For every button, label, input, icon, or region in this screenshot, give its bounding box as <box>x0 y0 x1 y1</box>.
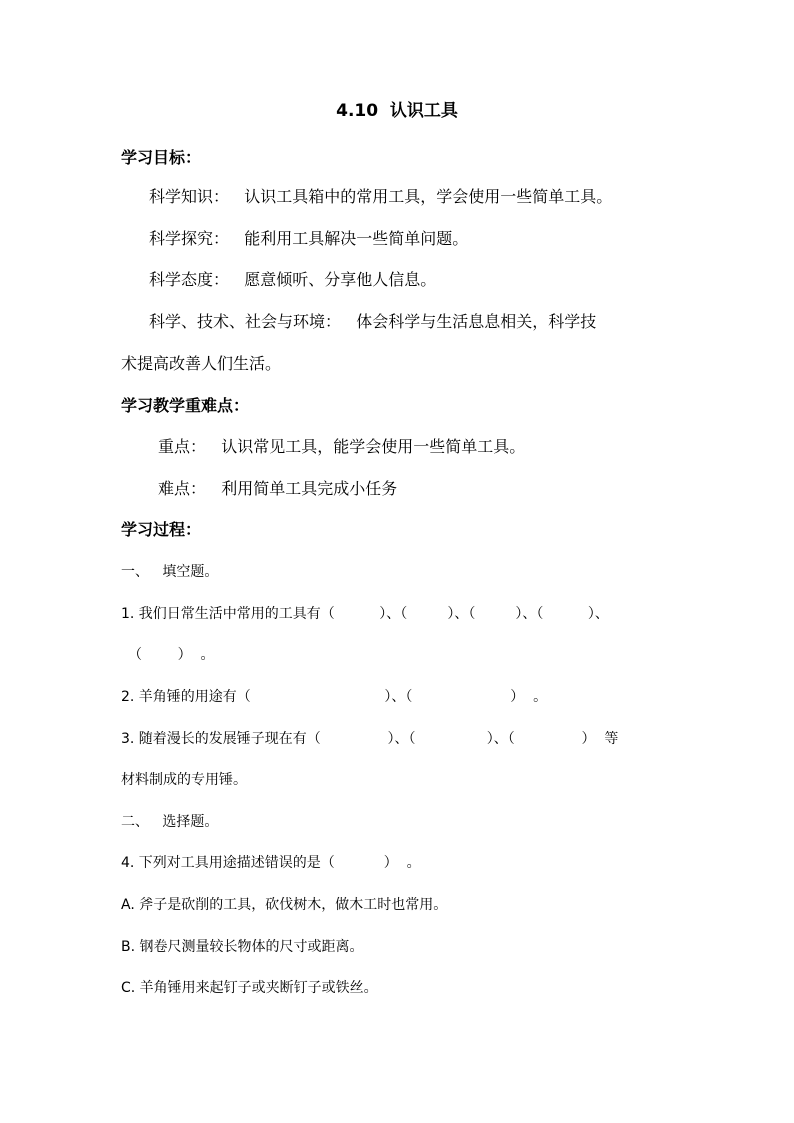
question-3-line2: 材料制成的专用锤。 <box>121 772 247 788</box>
section-multiple-choice: 二、 选择题。 <box>121 814 219 830</box>
question-1-line1: 1. 我们日常生活中常用的工具有（ ）、（ ）、（ ）、（ ）、 <box>121 606 609 622</box>
option-c: C. 羊角锤用来起钉子或夹断钉子或铁丝。 <box>121 980 378 996</box>
objective-sts-line2: 术提高改善人们生活。 <box>121 354 282 373</box>
option-b: B. 钢卷尺测量较长物体的尺寸或距离。 <box>121 939 364 955</box>
objective-inquiry: 科学探究： 能利用工具解决一些简单问题。 <box>149 229 469 248</box>
question-3-line1: 3. 随着漫长的发展锤子现在有（ ）、（ ）、（ ） 等 <box>121 731 619 747</box>
question-1-line2: （ ） 。 <box>128 647 215 663</box>
section-fill-blank: 一、 填空题。 <box>121 564 219 580</box>
page-title: 4.10 认识工具 <box>336 101 458 121</box>
objective-sts-line1: 科学、技术、社会与环境： 体会科学与生活息息相关，科学技 <box>149 312 597 331</box>
key-point-focus: 重点： 认识常见工具，能学会使用一些简单工具。 <box>158 437 526 456</box>
process-heading: 学习过程： <box>121 520 202 539</box>
key-point-difficulty: 难点： 利用简单工具完成小任务 <box>158 479 398 498</box>
question-2: 2. 羊角锤的用途有（ ）、（ ） 。 <box>121 689 548 705</box>
question-4: 4. 下列对工具用途描述错误的是（ ） 。 <box>121 855 421 871</box>
objectives-heading: 学习目标： <box>121 148 202 167</box>
objective-attitude: 科学态度： 愿意倾听、分享他人信息。 <box>149 270 437 289</box>
key-points-heading: 学习教学重难点： <box>121 396 250 415</box>
option-a: A. 斧子是砍削的工具，砍伐树木，做木工时也常用。 <box>121 897 448 913</box>
objective-knowledge: 科学知识： 认识工具箱中的常用工具，学会使用一些简单工具。 <box>149 187 613 206</box>
